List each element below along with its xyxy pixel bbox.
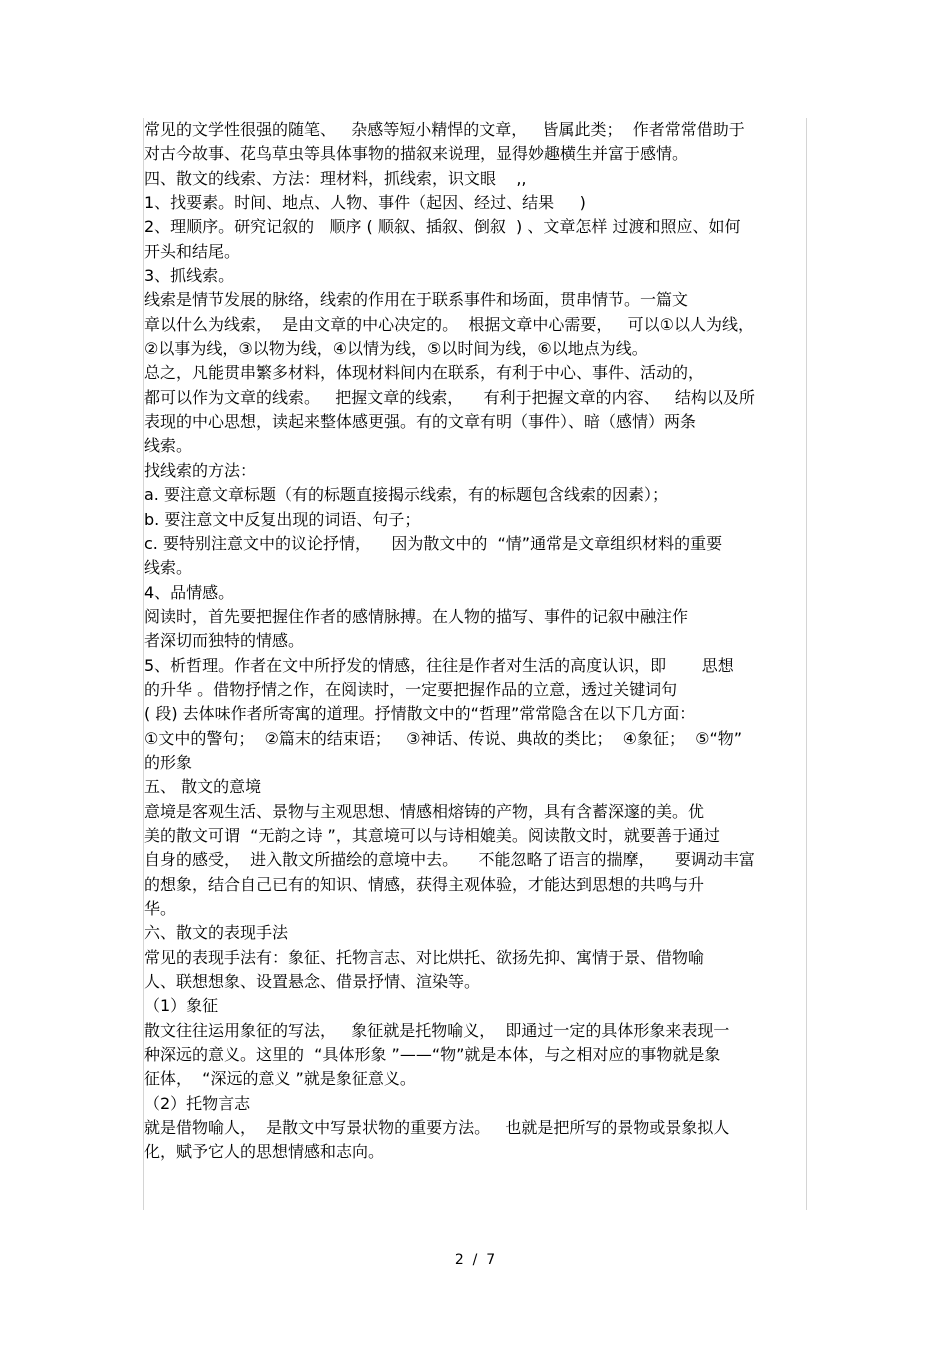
text-line: 意境是客观生活、景物与主观思想、情感相熔铸的产物，具有含蓄深邃的美。优 <box>144 801 705 821</box>
text-line: 六、散文的表现手法 <box>144 923 289 943</box>
text-line: 人、联想想象、设置悬念、借景抒情、渲染等。 <box>144 972 481 992</box>
text-line: 的想象，结合自己已有的知识、情感，获得主观体验，才能达到思想的共鸣与升 <box>144 874 705 894</box>
document-body <box>144 118 806 1165</box>
text-line: b. 要注意文中反复出现的词语、句子； <box>144 509 421 529</box>
text-line: 对古今故事、花鸟草虫等具体事物的描叙来说理，显得妙趣横生并富于感情。 <box>144 144 689 164</box>
text-line: 的升华 。借物抒情之作，在阅读时，一定要把握作品的立意，透过关键词句 <box>144 679 678 699</box>
text-line: ( 段) 去体味作者所寄寓的道理。抒情散文中的“哲理”常常隐含在以下几方面： <box>144 704 696 724</box>
text-line: 都可以作为文章的线索。 把握文章的线索， 有利于把握文章的内容、 结构以及所 <box>144 387 755 407</box>
text-line: 常见的表现手法有：象征、托物言志、对比烘托、欲扬先抑、寓情于景、借物喻 <box>144 947 705 967</box>
text-line: 章以什么为线索， 是由文章的中心决定的。 根据文章中心需要， 可以①以人为线， <box>144 314 754 334</box>
page-number: 2 / 7 <box>454 1252 496 1268</box>
text-line: 就是借物喻人， 是散文中写景状物的重要方法。 也就是把所写的景物或景象拟人 <box>144 1118 730 1138</box>
text-line: 阅读时，首先要把握住作者的感情脉搏。在人物的描写、事件的记叙中融注作 <box>144 606 689 626</box>
text-line: 华。 <box>144 899 177 918</box>
text-line: 开头和结尾。 <box>144 241 241 261</box>
text-line: 自身的感受， 进入散文所描绘的意境中去。 不能忽略了语言的揣摩， 要调动丰富 <box>144 850 755 870</box>
text-line: ②以事为线，③以物为线，④以情为线，⑤以时间为线，⑥以地点为线。 <box>144 339 648 359</box>
text-line: 征体， “深远的意义 ”就是象征意义。 <box>144 1069 416 1089</box>
text-line: 表现的中心思想，读起来整体感更强。有的文章有明（事件）、暗（感情）两条 <box>144 412 697 432</box>
text-line: 4、品情感。 <box>144 582 235 602</box>
text-line: （2）托物言志 <box>144 1093 251 1113</box>
text-line: 美的散文可谓 “无韵之诗 ”，其意境可以与诗相媲美。阅读散文时，就要善于通过 <box>144 825 720 845</box>
text-line: 线索。 <box>144 558 193 578</box>
text-line: 线索。 <box>144 436 193 456</box>
text-line: 化，赋予它人的思想情感和志向。 <box>144 1142 385 1162</box>
text-line: 散文往往运用象征的写法， 象征就是托物喻义， 即通过一定的具体形象来表现一 <box>144 1020 730 1040</box>
text-line: 2、理顺序。研究记叙的 顺序 ( 顺叙、插叙、倒叙 ) 、文章怎样 过渡和照应、如何 <box>144 217 741 237</box>
text-line: 四、散文的线索、方法：理材料，抓线索，识文眼 ,, <box>144 168 527 188</box>
text-line: 种深远的意义。这里的 “具体形象 ”——“物”就是本体，与之相对应的事物就是象 <box>144 1045 721 1065</box>
text-line: 的形象 <box>144 752 193 772</box>
text-line: 3、抓线索。 <box>144 266 235 286</box>
text-line: 1、找要素。时间、地点、人物、事件（起因、经过、结果 ) <box>144 193 586 213</box>
text-line: 五、 散文的意境 <box>144 777 262 797</box>
text-line: ①文中的警句； ②篇末的结束语； ③神话、传说、典故的类比； ④象征； ⑤“物” <box>144 728 743 748</box>
text-line: 5、析哲理。作者在文中所抒发的情感，往往是作者对生活的高度认识，即 思想 <box>144 655 734 675</box>
text-line: （1）象征 <box>144 996 219 1016</box>
text-line: 找线索的方法： <box>144 460 257 480</box>
text-line: 常见的文学性很强的随笔、 杂感等短小精悍的文章， 皆属此类； 作者常常借助于 <box>144 120 745 139</box>
text-line: a. 要注意文章标题（有的标题直接揭示线索，有的标题包含线索的因素）； <box>144 485 668 505</box>
text-line: c. 要特别注意文中的议论抒情， 因为散文中的 “情”通常是文章组织材料的重要 <box>144 533 723 553</box>
text-line: 总之，凡能贯串繁多材料，体现材料间内在联系，有利于中心、事件、活动的， <box>144 363 705 383</box>
text-line: 线索是情节发展的脉络，线索的作用在于联系事件和场面，贯串情节。一篇文 <box>144 290 689 310</box>
text-line: 者深切而独特的情感。 <box>144 631 305 651</box>
